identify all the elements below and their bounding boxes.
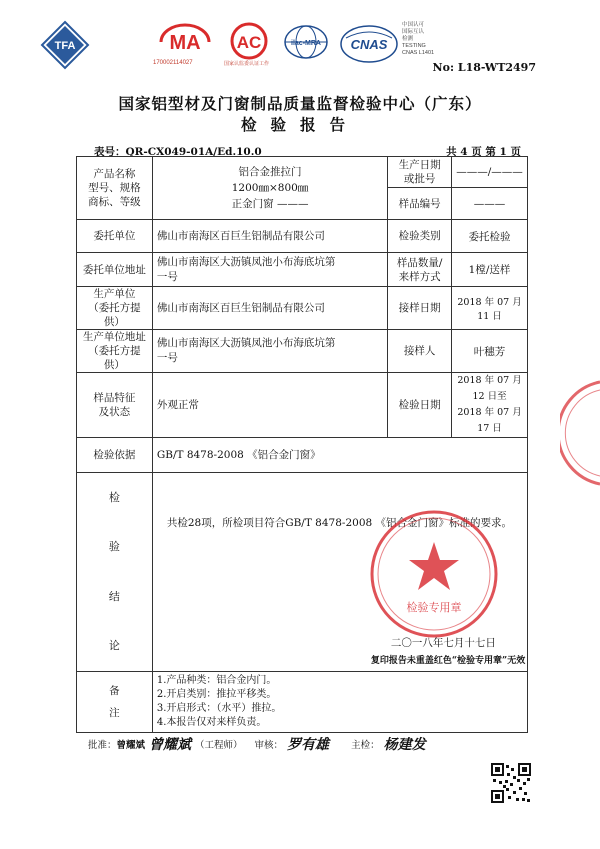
table-row xyxy=(77,330,528,373)
note-line: 1.产品种类：铝合金内门。 xyxy=(156,675,277,686)
note-line: 4.本报告仅对来样负责。 xyxy=(156,717,267,728)
main-inspector-label: 主检： xyxy=(351,740,380,751)
notes-label xyxy=(77,672,153,733)
maker-label xyxy=(77,287,153,330)
sample-number-value: ——— xyxy=(452,188,528,220)
form-number: 表号：QR-CX049-01A/Ed.10.0 xyxy=(94,146,262,158)
maker-address-value xyxy=(152,330,387,373)
table-row xyxy=(77,373,528,438)
table-row xyxy=(77,253,528,287)
test-date-label: 检验日期 xyxy=(388,373,452,438)
maker-address-line: 一号 xyxy=(156,352,178,364)
receive-date-value: 2018 年 07 月 11 日 xyxy=(452,287,528,330)
cnas-caption-line: TESTING xyxy=(402,43,426,49)
conclusion-label-chars xyxy=(77,473,152,671)
sample-number-label: 样品编号 xyxy=(388,188,452,220)
cnas-caption-line: 国际互认 xyxy=(402,29,425,35)
cnas-caption-line: 中国认可 xyxy=(402,22,425,28)
report-number: No: L18-WT2497 xyxy=(432,61,536,74)
basis-label: 检验依据 xyxy=(77,438,153,473)
receiver-value: 叶穗芳 xyxy=(452,330,528,373)
maker-label-line: 生产单位 xyxy=(93,288,136,300)
maker-value: 佛山市南海区百巨生铝制品有限公司 xyxy=(152,287,387,330)
notes-body xyxy=(152,672,527,733)
approve-name: 曾耀斌 xyxy=(116,740,146,751)
client-address-value xyxy=(152,253,387,287)
copy-notice: 复印报告未重盖红色“检验专用章”无效 xyxy=(370,656,526,666)
product-label xyxy=(77,157,153,220)
feature-label-line: 样品特征 xyxy=(93,392,136,404)
note-line: 2.开启类别：推拉平移类。 xyxy=(156,689,277,700)
test-date-start: 2018 年 07 月 12 日至 xyxy=(457,375,522,402)
conclusion-label-char: 验 xyxy=(108,540,120,554)
table-row xyxy=(77,438,528,473)
test-date-end: 2018 年 07 月 17 日 xyxy=(457,407,522,434)
edge-seal xyxy=(560,378,600,488)
client-address-line: 一号 xyxy=(156,270,178,283)
batch-label-line: 生产日期 xyxy=(398,159,441,171)
cnas-logo xyxy=(340,24,398,64)
feature-label xyxy=(77,373,153,438)
client-address-line: 佛山市南海区大沥镇凤池小布海底坑第 xyxy=(156,255,336,268)
cma-number: 170002114027 xyxy=(153,60,193,66)
report-title: 国家铝型材及门窗制品质量监督检验中心（广东） xyxy=(118,95,482,113)
product-label-line: 型号、规格 xyxy=(88,182,141,194)
review-label: 审核： xyxy=(254,740,284,751)
approve-signature: 曾耀斌 xyxy=(149,737,192,753)
maker-address-label-line: 生产单位地址 xyxy=(82,331,146,343)
quantity-label-line: 样品数量/ xyxy=(396,256,443,269)
conclusion-label xyxy=(77,473,153,672)
table-row xyxy=(77,157,528,188)
cma-logo xyxy=(155,22,215,68)
batch-label-line: 或批号 xyxy=(403,173,436,185)
table-row xyxy=(77,220,528,253)
notes-label-char: 注 xyxy=(109,707,120,719)
product-brand: 正金门窗 ——— xyxy=(231,198,309,210)
receiver-label: 接样人 xyxy=(388,330,452,373)
page-count: 共 4 页 第 1 页 xyxy=(446,146,521,158)
conclusion-label-char: 论 xyxy=(108,639,120,653)
conclusion-date: 二〇一八年七月十七日 xyxy=(390,637,496,649)
signature-row xyxy=(88,734,430,754)
maker-label-line: （委托方提供） xyxy=(88,302,141,328)
note-line: 3.开启形式：（水平）推拉。 xyxy=(156,703,282,714)
table-row xyxy=(77,287,528,330)
qr-code-icon xyxy=(491,763,531,803)
cnas-caption-line: CNAS L1401 xyxy=(402,50,435,56)
batch-label xyxy=(388,157,452,188)
maker-address-line: 佛山市南海区大沥镇凤池小布海底坑第 xyxy=(156,337,336,349)
product-label-line: 商标、等级 xyxy=(88,196,141,208)
cnas-caption xyxy=(402,22,434,57)
test-date-value xyxy=(452,373,528,438)
report-subtitle: 检验报告 xyxy=(240,116,359,134)
cnal-logo xyxy=(222,22,277,68)
tfa-logo xyxy=(40,20,90,70)
inspection-table xyxy=(76,156,528,733)
product-value xyxy=(152,157,387,220)
cnal-subtext: 国家认监委认证工作 xyxy=(224,61,270,67)
notes-label-char: 备 xyxy=(109,685,120,697)
maker-address-label-line: （委托方提供） xyxy=(88,345,141,371)
table-row xyxy=(77,672,528,733)
cnas-text: CNAS xyxy=(350,37,388,52)
feature-label-line: 及状态 xyxy=(98,406,131,418)
approve-title: （工程师） xyxy=(195,740,243,751)
feature-value: 外观正常 xyxy=(152,373,387,438)
inspection-seal xyxy=(368,508,500,640)
quantity-label-line: 来样方式 xyxy=(398,270,441,283)
ilac-logo xyxy=(282,22,330,68)
tfa-text: TFA xyxy=(54,40,76,52)
quantity-value: 1樘/送样 xyxy=(452,253,528,287)
cnas-caption-line: 检测 xyxy=(402,36,414,42)
receive-date-label: 接样日期 xyxy=(388,287,452,330)
cnal-text: AC xyxy=(236,33,262,52)
conclusion-label-char: 检 xyxy=(108,490,120,504)
ilac-text: ilac-MRA xyxy=(291,40,321,47)
quantity-label xyxy=(388,253,452,287)
batch-value: ———/——— xyxy=(452,157,528,188)
main-inspector-signature: 杨建发 xyxy=(383,737,426,753)
cma-text: MA xyxy=(169,32,201,54)
client-address-label: 委托单位地址 xyxy=(77,253,153,287)
basis-value: GB/T 8478-2008 《铝合金门窗》 xyxy=(152,438,527,473)
maker-address-label xyxy=(77,330,153,373)
product-label-line: 产品名称 xyxy=(93,168,136,180)
product-spec: 1200㎜×800㎜ xyxy=(231,182,309,194)
test-type-value: 委托检验 xyxy=(452,220,528,253)
conclusion-text: 共检28项，所检项目符合GB/T 8478-2008 《铝合金门窗》标准的要求。 xyxy=(166,517,513,529)
client-value: 佛山市南海区百巨生铝制品有限公司 xyxy=(152,220,387,253)
seal-label: 检验专用章 xyxy=(406,601,462,614)
review-signature: 罗有雄 xyxy=(287,737,330,753)
product-name: 铝合金推拉门 xyxy=(238,166,302,178)
test-type-label: 检验类别 xyxy=(388,220,452,253)
client-label: 委托单位 xyxy=(77,220,153,253)
approve-label: 批准： xyxy=(88,740,117,751)
conclusion-label-char: 结 xyxy=(108,589,120,603)
